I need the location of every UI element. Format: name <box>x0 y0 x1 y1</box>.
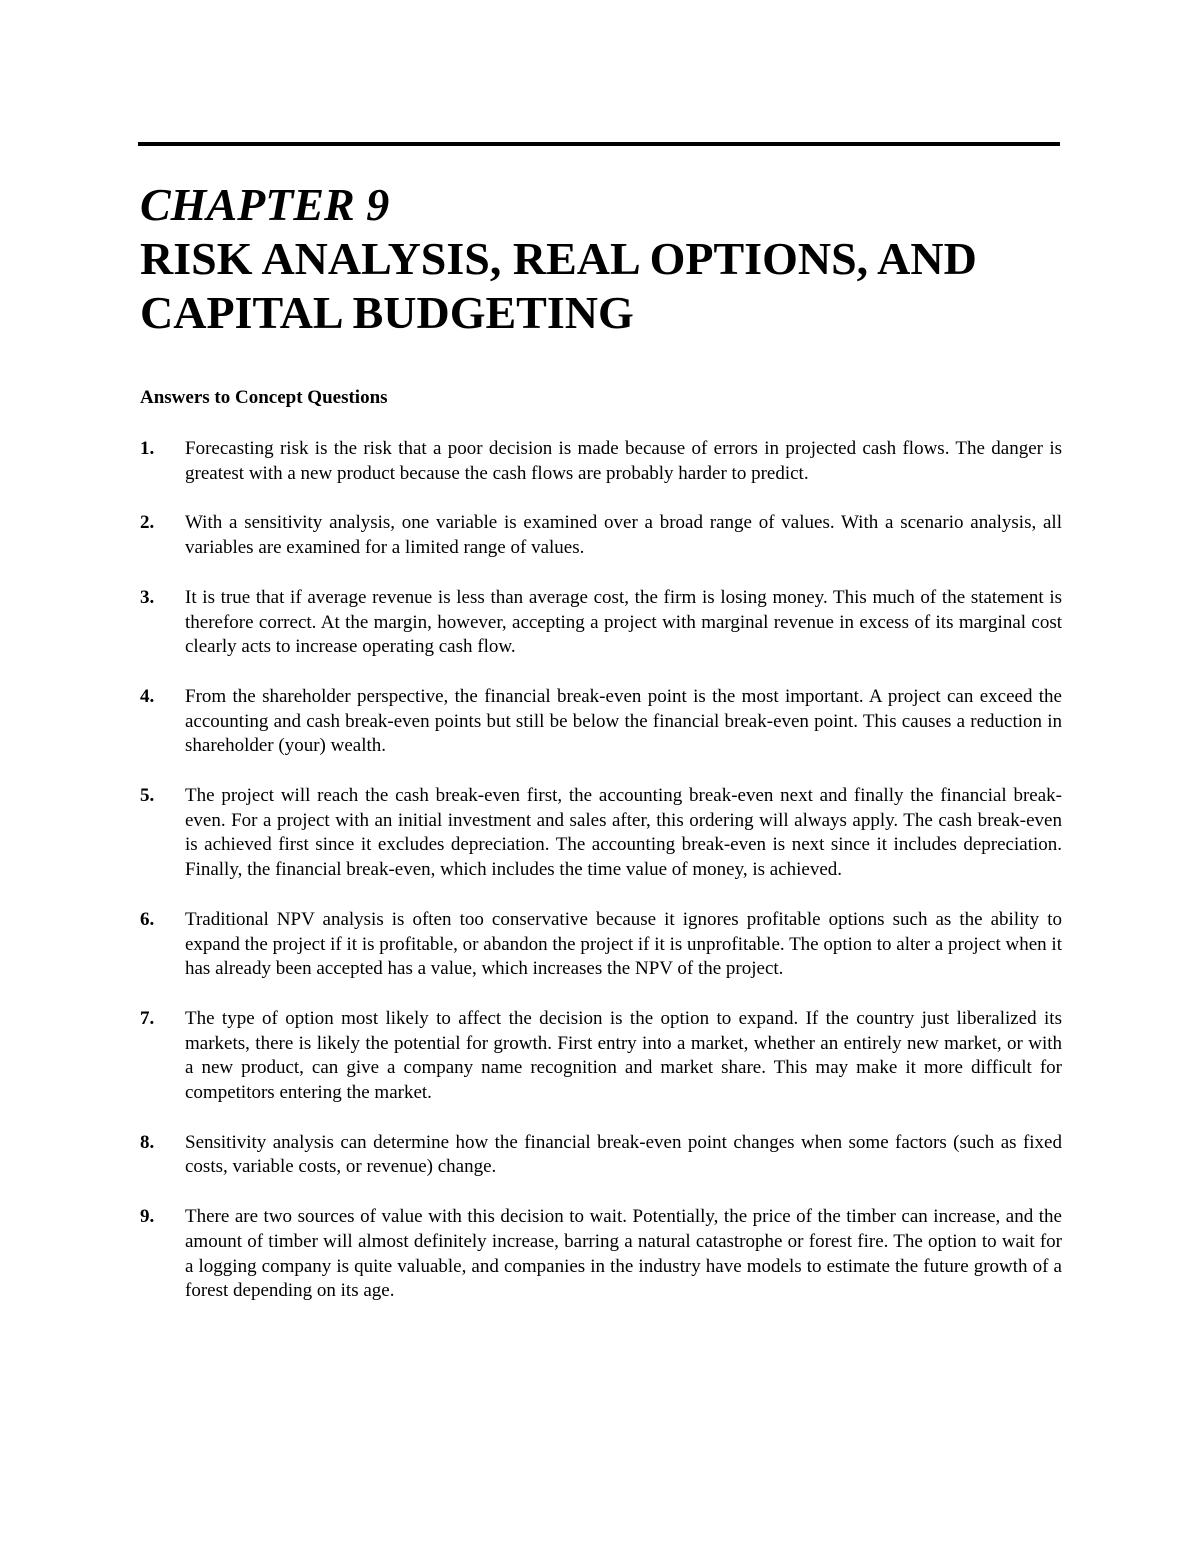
chapter-label: CHAPTER 9 <box>140 179 390 230</box>
chapter-title <box>140 232 1080 340</box>
answer-number: 2. <box>140 512 155 534</box>
answer-item-9 <box>140 1205 1062 1304</box>
answer-text: Forecasting risk is the risk that a poor decision is made because of errors in projected cash flows. The danger is greatest with a new product because the cash flows are probably harder to predict. <box>185 438 1062 484</box>
answer-item-7 <box>140 1007 1062 1106</box>
answer-text: With a sensitivity analysis, one variable is examined over a broad range of values. With a scenario analysis, all variables are examined for a limited range of values. <box>185 512 1062 559</box>
answer-number: 7. <box>140 1007 155 1029</box>
chapter-title-line-2: CAPITAL BUDGETING <box>140 287 634 338</box>
answer-text: The project will reach the cash break-even first, the accounting break-even next and finally the financial break-even. For a project with an initial investment and sales after, this ordering will always apply. The cash break-even is achieved first since it excludes depreciation. The accounting break-even is next since it includes depreciation. Finally, the financial break-even, which includes the time value of money, is achieved. <box>185 785 1062 881</box>
section-heading: Answers to Concept Questions <box>140 387 388 408</box>
chapter-title-line-1: RISK ANALYSIS, REAL OPTIONS, AND <box>140 233 977 284</box>
answer-number: 4. <box>140 685 155 707</box>
answer-item-3 <box>140 586 1062 660</box>
answer-item-4 <box>140 685 1062 759</box>
answer-text: Traditional NPV analysis is often too conservative because it ignores profitable options such as the ability to expand the project if it is profitable, or abandon the project if it is unprofitable. The option to alter a project when it has already been accepted has a value, which increases the NPV of the project. <box>185 908 1062 980</box>
answer-item-2 <box>140 511 1062 560</box>
answer-item-6 <box>140 908 1062 982</box>
answer-number: 3. <box>140 586 155 608</box>
answer-item-5 <box>140 784 1062 883</box>
answers-list <box>140 437 1062 1329</box>
answer-text: There are two sources of value with this decision to wait. Potentially, the price of the timber can increase, and the amount of timber will almost definitely increase, barring a natural catastrophe or forest fire. The option to wait for a logging company is quite valuable, and companies in the industry have models to estimate the future growth of a forest depending on its age. <box>185 1206 1062 1302</box>
answer-number: 9. <box>140 1206 155 1228</box>
answer-text: The type of option most likely to affect the decision is the option to expand. If the country just liberalized its markets, there is likely the potential for growth. First entry into a market, whether an entirely new market, or with a new product, can give a company name recognition and market share. This may make it more difficult for competitors entering the market. <box>185 1007 1062 1104</box>
answer-text: From the shareholder perspective, the financial break-even point is the most important. A project can exceed the accounting and cash break-even points but still be below the financial break-even point. This causes a reduction in shareholder (your) wealth. <box>185 685 1062 757</box>
answer-text: Sensitivity analysis can determine how the financial break-even point changes when some factors (such as fixed costs, variable costs, or revenue) change. <box>185 1131 1062 1178</box>
answer-text: It is true that if average revenue is less than average cost, the firm is losing money. This much of the statement is therefore correct. At the margin, however, accepting a project with marginal revenue in excess of its marginal cost clearly acts to increase operating cash flow. <box>185 586 1062 658</box>
top-rule-divider <box>138 142 1060 146</box>
answer-number: 6. <box>140 908 155 930</box>
answer-number: 1. <box>140 438 155 459</box>
answer-item-8 <box>140 1131 1062 1180</box>
answer-item-1 <box>140 437 1062 486</box>
answer-number: 5. <box>140 785 155 807</box>
answer-number: 8. <box>140 1131 155 1153</box>
